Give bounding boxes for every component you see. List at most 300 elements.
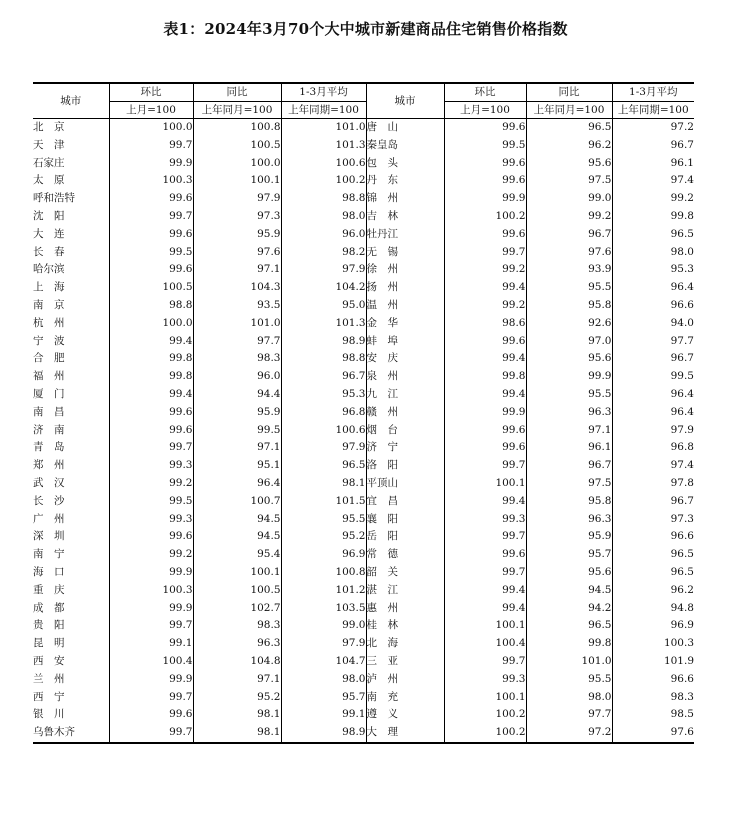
right-city-cell: 宜 昌 [366, 493, 444, 511]
right-city-cell: 徐 州 [366, 261, 444, 279]
left-avg-cell: 99.0 [281, 617, 366, 635]
right-mom-cell: 99.2 [444, 297, 526, 315]
right-city-cell: 平顶山 [366, 475, 444, 493]
left-yoy-cell: 98.1 [193, 706, 281, 724]
left-avg-cell: 98.2 [281, 244, 366, 262]
left-avg-cell: 101.5 [281, 493, 366, 511]
right-city-cell: 牡丹江 [366, 226, 444, 244]
table-row [33, 386, 694, 404]
right-city-cell: 唐 山 [366, 119, 444, 137]
left-city-cell: 呼和浩特 [33, 192, 75, 205]
left-yoy-cell: 102.7 [193, 600, 281, 618]
right-city-cell: 北 海 [366, 635, 444, 653]
right-yoy-cell: 94.2 [526, 600, 612, 618]
avg-header-right: 1-3月平均 [612, 83, 694, 102]
left-city-cell: 武 汉 [33, 476, 65, 489]
right-avg-cell: 97.3 [612, 511, 694, 529]
right-mom-cell: 99.4 [444, 350, 526, 368]
right-mom-cell: 99.4 [444, 493, 526, 511]
right-avg-cell: 99.2 [612, 190, 694, 208]
left-city-cell: 厦 门 [33, 387, 65, 400]
table-row [33, 368, 694, 386]
right-city-cell: 惠 州 [366, 600, 444, 618]
table-row [33, 404, 694, 422]
right-yoy-cell: 95.5 [526, 279, 612, 297]
right-mom-cell: 99.7 [444, 457, 526, 475]
left-avg-cell: 95.7 [281, 689, 366, 707]
left-yoy-cell: 96.0 [193, 368, 281, 386]
left-mom-cell: 99.7 [109, 724, 193, 743]
right-avg-cell: 96.5 [612, 226, 694, 244]
left-city-cell: 南 宁 [33, 548, 65, 561]
table-row [33, 582, 694, 600]
table-row [33, 439, 694, 457]
right-avg-cell: 97.6 [612, 724, 694, 743]
left-avg-cell: 100.6 [281, 422, 366, 440]
left-yoy-cell: 97.7 [193, 333, 281, 351]
left-mom-cell: 99.4 [109, 386, 193, 404]
left-city-cell: 青 岛 [33, 441, 65, 454]
mom-header-left: 环比 [109, 83, 193, 102]
left-yoy-cell: 94.4 [193, 386, 281, 404]
right-yoy-cell: 95.5 [526, 386, 612, 404]
right-yoy-cell: 99.2 [526, 208, 612, 226]
right-yoy-cell: 95.6 [526, 350, 612, 368]
left-city-cell: 哈尔滨 [33, 263, 65, 276]
right-yoy-cell: 95.5 [526, 671, 612, 689]
right-yoy-cell: 99.8 [526, 635, 612, 653]
left-city-cell: 重 庆 [33, 583, 65, 596]
right-mom-cell: 100.2 [444, 706, 526, 724]
left-yoy-cell: 94.5 [193, 528, 281, 546]
table-row [33, 261, 694, 279]
table-row [33, 600, 694, 618]
right-yoy-cell: 97.5 [526, 475, 612, 493]
right-mom-cell: 99.7 [444, 653, 526, 671]
left-mom-cell: 99.6 [109, 404, 193, 422]
right-city-cell: 泉 州 [366, 368, 444, 386]
right-mom-cell: 100.2 [444, 208, 526, 226]
table-row [33, 653, 694, 671]
right-yoy-cell: 96.7 [526, 457, 612, 475]
left-mom-cell: 99.7 [109, 617, 193, 635]
right-mom-cell: 99.8 [444, 368, 526, 386]
right-yoy-cell: 96.7 [526, 226, 612, 244]
left-avg-cell: 101.3 [281, 137, 366, 155]
right-avg-cell: 96.7 [612, 137, 694, 155]
right-city-cell: 岳 阳 [366, 528, 444, 546]
left-yoy-cell: 96.4 [193, 475, 281, 493]
left-avg-cell: 98.8 [281, 350, 366, 368]
table-row [33, 422, 694, 440]
left-mom-cell: 100.3 [109, 582, 193, 600]
left-yoy-cell: 100.7 [193, 493, 281, 511]
left-avg-cell: 98.9 [281, 333, 366, 351]
left-yoy-cell: 95.1 [193, 457, 281, 475]
left-avg-cell: 100.2 [281, 172, 366, 190]
table-row [33, 190, 694, 208]
right-yoy-cell: 97.0 [526, 333, 612, 351]
right-city-cell: 常 德 [366, 546, 444, 564]
right-mom-cell: 99.6 [444, 439, 526, 457]
right-mom-cell: 98.6 [444, 315, 526, 333]
right-city-cell: 济 宁 [366, 439, 444, 457]
left-city-cell: 郑 州 [33, 459, 65, 472]
right-city-cell: 安 庆 [366, 350, 444, 368]
right-avg-cell: 99.5 [612, 368, 694, 386]
right-mom-cell: 99.6 [444, 119, 526, 137]
right-avg-cell: 94.0 [612, 315, 694, 333]
right-avg-cell: 95.3 [612, 261, 694, 279]
left-city-cell: 石家庄 [33, 156, 65, 169]
left-yoy-cell: 93.5 [193, 297, 281, 315]
left-avg-cell: 101.0 [281, 119, 366, 137]
right-yoy-cell: 96.2 [526, 137, 612, 155]
right-avg-cell: 97.9 [612, 422, 694, 440]
right-mom-cell: 99.4 [444, 279, 526, 297]
left-mom-cell: 99.1 [109, 635, 193, 653]
left-city-cell: 深 圳 [33, 530, 65, 543]
right-mom-cell: 99.6 [444, 172, 526, 190]
table-row [33, 689, 694, 707]
mom-base-right: 上月=100 [444, 102, 526, 119]
right-mom-cell: 99.4 [444, 386, 526, 404]
right-city-cell: 锦 州 [366, 190, 444, 208]
right-city-cell: 秦皇岛 [366, 137, 444, 155]
left-yoy-cell: 95.2 [193, 689, 281, 707]
left-mom-cell: 98.8 [109, 297, 193, 315]
right-mom-cell: 99.6 [444, 333, 526, 351]
right-mom-cell: 99.9 [444, 404, 526, 422]
left-mom-cell: 99.6 [109, 528, 193, 546]
left-city-cell: 长 春 [33, 245, 65, 258]
left-mom-cell: 99.6 [109, 422, 193, 440]
right-mom-cell: 99.4 [444, 582, 526, 600]
right-mom-cell: 99.2 [444, 261, 526, 279]
right-mom-cell: 99.3 [444, 671, 526, 689]
right-yoy-cell: 99.9 [526, 368, 612, 386]
left-avg-cell: 95.5 [281, 511, 366, 529]
yoy-header-left: 同比 [193, 83, 281, 102]
right-mom-cell: 99.5 [444, 137, 526, 155]
left-yoy-cell: 100.1 [193, 172, 281, 190]
table-row [33, 528, 694, 546]
left-city-cell: 南 京 [33, 298, 65, 311]
right-yoy-cell: 96.1 [526, 439, 612, 457]
left-yoy-cell: 100.5 [193, 137, 281, 155]
right-city-cell: 蚌 埠 [366, 333, 444, 351]
right-yoy-cell: 97.6 [526, 244, 612, 262]
right-mom-cell: 99.3 [444, 511, 526, 529]
right-yoy-cell: 96.5 [526, 617, 612, 635]
left-mom-cell: 99.9 [109, 671, 193, 689]
left-avg-cell: 96.5 [281, 457, 366, 475]
left-mom-cell: 99.7 [109, 208, 193, 226]
left-city-cell: 沈 阳 [33, 209, 65, 222]
right-avg-cell: 96.1 [612, 155, 694, 173]
right-city-cell: 洛 阳 [366, 457, 444, 475]
left-city-cell: 上 海 [33, 281, 65, 294]
right-city-cell: 包 头 [366, 155, 444, 173]
right-avg-cell: 100.3 [612, 635, 694, 653]
left-mom-cell: 99.7 [109, 689, 193, 707]
left-avg-cell: 96.0 [281, 226, 366, 244]
left-avg-cell: 97.9 [281, 261, 366, 279]
right-yoy-cell: 94.5 [526, 582, 612, 600]
left-city-cell: 昆 明 [33, 637, 65, 650]
right-city-cell: 韶 关 [366, 564, 444, 582]
avg-base-right: 上年同期=100 [612, 102, 694, 119]
left-city-cell: 济 南 [33, 423, 65, 436]
right-avg-cell: 96.5 [612, 546, 694, 564]
left-yoy-cell: 104.3 [193, 279, 281, 297]
right-city-cell: 遵 义 [366, 706, 444, 724]
right-avg-cell: 96.6 [612, 528, 694, 546]
right-city-cell: 赣 州 [366, 404, 444, 422]
left-yoy-cell: 104.8 [193, 653, 281, 671]
yoy-base-left: 上年同月=100 [193, 102, 281, 119]
right-avg-cell: 96.7 [612, 493, 694, 511]
right-avg-cell: 96.4 [612, 279, 694, 297]
right-mom-cell: 100.1 [444, 689, 526, 707]
left-yoy-cell: 98.3 [193, 350, 281, 368]
right-city-cell: 温 州 [366, 297, 444, 315]
left-mom-cell: 100.4 [109, 653, 193, 671]
left-yoy-cell: 97.1 [193, 261, 281, 279]
left-city-cell: 乌鲁木齐 [33, 724, 109, 743]
left-mom-cell: 99.3 [109, 457, 193, 475]
left-mom-cell: 100.5 [109, 279, 193, 297]
left-mom-cell: 99.9 [109, 564, 193, 582]
right-avg-cell: 98.0 [612, 244, 694, 262]
right-city-cell: 泸 州 [366, 671, 444, 689]
right-avg-cell: 97.4 [612, 172, 694, 190]
left-yoy-cell: 95.9 [193, 404, 281, 422]
table-row [33, 137, 694, 155]
right-avg-cell: 98.3 [612, 689, 694, 707]
table-row [33, 333, 694, 351]
left-mom-cell: 100.3 [109, 172, 193, 190]
city-header-left: 城市 [33, 83, 109, 119]
right-avg-cell: 101.9 [612, 653, 694, 671]
right-city-cell: 烟 台 [366, 422, 444, 440]
table-row [33, 671, 694, 689]
left-avg-cell: 98.1 [281, 475, 366, 493]
left-city-cell: 广 州 [33, 512, 65, 525]
left-city-cell: 天 津 [33, 138, 65, 151]
right-city-cell: 三 亚 [366, 653, 444, 671]
right-yoy-cell: 95.6 [526, 564, 612, 582]
right-yoy-cell: 97.1 [526, 422, 612, 440]
mom-header-right: 环比 [444, 83, 526, 102]
left-mom-cell: 99.2 [109, 475, 193, 493]
right-mom-cell: 100.4 [444, 635, 526, 653]
left-mom-cell: 100.0 [109, 119, 193, 137]
left-mom-cell: 99.9 [109, 155, 193, 173]
right-avg-cell: 96.8 [612, 439, 694, 457]
right-avg-cell: 97.8 [612, 475, 694, 493]
yoy-base-right: 上年同月=100 [526, 102, 612, 119]
right-city-cell: 桂 林 [366, 617, 444, 635]
left-yoy-cell: 95.9 [193, 226, 281, 244]
left-city-cell: 福 州 [33, 370, 65, 383]
left-yoy-cell: 98.3 [193, 617, 281, 635]
left-city-cell: 长 沙 [33, 494, 65, 507]
left-yoy-cell: 97.1 [193, 439, 281, 457]
yoy-header-right: 同比 [526, 83, 612, 102]
right-city-cell: 无 锡 [366, 244, 444, 262]
left-mom-cell: 99.4 [109, 333, 193, 351]
left-avg-cell: 103.5 [281, 600, 366, 618]
right-city-cell: 九 江 [366, 386, 444, 404]
left-yoy-cell: 100.5 [193, 582, 281, 600]
table-row [33, 279, 694, 297]
left-mom-cell: 99.6 [109, 261, 193, 279]
right-avg-cell: 96.2 [612, 582, 694, 600]
right-city-cell: 大 理 [366, 724, 444, 743]
right-mom-cell: 99.6 [444, 422, 526, 440]
left-avg-cell: 101.3 [281, 315, 366, 333]
table-row [33, 564, 694, 582]
left-city-cell: 成 都 [33, 601, 65, 614]
table-row [33, 297, 694, 315]
table-row [33, 119, 694, 137]
right-mom-cell: 99.6 [444, 226, 526, 244]
right-mom-cell: 99.6 [444, 155, 526, 173]
table-row [33, 244, 694, 262]
table-row [33, 511, 694, 529]
table-row [33, 172, 694, 190]
left-avg-cell: 95.0 [281, 297, 366, 315]
left-yoy-cell: 96.3 [193, 635, 281, 653]
left-mom-cell: 100.0 [109, 315, 193, 333]
left-mom-cell: 99.8 [109, 368, 193, 386]
mom-base-left: 上月=100 [109, 102, 193, 119]
table-row [33, 635, 694, 653]
left-yoy-cell: 101.0 [193, 315, 281, 333]
table-row [33, 208, 694, 226]
right-mom-cell: 99.7 [444, 564, 526, 582]
left-city-cell: 大 连 [33, 227, 65, 240]
left-yoy-cell: 95.4 [193, 546, 281, 564]
left-avg-cell: 98.0 [281, 671, 366, 689]
left-city-cell: 宁 波 [33, 334, 65, 347]
left-mom-cell: 99.6 [109, 706, 193, 724]
right-yoy-cell: 96.3 [526, 404, 612, 422]
right-mom-cell: 100.2 [444, 724, 526, 743]
table-title: 表1：2024年3月70个大中城市新建商品住宅销售价格指数 [163, 20, 568, 38]
table-row [33, 617, 694, 635]
right-yoy-cell: 96.5 [526, 119, 612, 137]
left-city-cell: 贵 阳 [33, 619, 65, 632]
left-avg-cell: 96.7 [281, 368, 366, 386]
left-mom-cell: 99.8 [109, 350, 193, 368]
left-avg-cell: 96.9 [281, 546, 366, 564]
left-avg-cell: 98.0 [281, 208, 366, 226]
right-avg-cell: 97.7 [612, 333, 694, 351]
left-city-cell: 西 宁 [33, 690, 65, 703]
right-mom-cell: 99.9 [444, 190, 526, 208]
right-city-cell: 襄 阳 [366, 511, 444, 529]
left-yoy-cell: 97.3 [193, 208, 281, 226]
left-city-cell: 太 原 [33, 174, 65, 187]
table-row [33, 493, 694, 511]
left-avg-cell: 98.9 [281, 724, 366, 743]
right-mom-cell: 99.4 [444, 600, 526, 618]
left-yoy-cell: 97.6 [193, 244, 281, 262]
right-yoy-cell: 97.5 [526, 172, 612, 190]
price-index-table [33, 82, 694, 744]
right-avg-cell: 96.4 [612, 386, 694, 404]
left-city-cell: 兰 州 [33, 672, 65, 685]
table-row [33, 315, 694, 333]
right-yoy-cell: 95.6 [526, 155, 612, 173]
table-row [33, 546, 694, 564]
right-avg-cell: 96.9 [612, 617, 694, 635]
left-city-cell: 合 肥 [33, 352, 65, 365]
table-row [33, 724, 694, 743]
left-avg-cell: 95.2 [281, 528, 366, 546]
left-yoy-cell: 98.1 [193, 724, 281, 743]
right-avg-cell: 97.4 [612, 457, 694, 475]
city-header-right: 城市 [366, 83, 444, 119]
left-avg-cell: 104.2 [281, 279, 366, 297]
right-yoy-cell: 98.0 [526, 689, 612, 707]
left-avg-cell: 100.8 [281, 564, 366, 582]
left-avg-cell: 95.3 [281, 386, 366, 404]
right-city-cell: 金 华 [366, 315, 444, 333]
right-city-cell: 湛 江 [366, 582, 444, 600]
table-body [33, 119, 694, 743]
table-row [33, 475, 694, 493]
left-avg-cell: 100.6 [281, 155, 366, 173]
left-mom-cell: 99.9 [109, 600, 193, 618]
right-avg-cell: 96.6 [612, 671, 694, 689]
left-avg-cell: 101.2 [281, 582, 366, 600]
left-mom-cell: 99.2 [109, 546, 193, 564]
table-row [33, 226, 694, 244]
left-avg-cell: 97.9 [281, 635, 366, 653]
left-yoy-cell: 97.1 [193, 671, 281, 689]
left-avg-cell: 97.9 [281, 439, 366, 457]
left-city-cell: 银 川 [33, 708, 65, 721]
right-avg-cell: 96.6 [612, 297, 694, 315]
left-mom-cell: 99.5 [109, 244, 193, 262]
left-avg-cell: 99.1 [281, 706, 366, 724]
right-avg-cell: 96.4 [612, 404, 694, 422]
right-yoy-cell: 95.8 [526, 493, 612, 511]
right-avg-cell: 96.5 [612, 564, 694, 582]
left-city-cell: 杭 州 [33, 316, 65, 329]
right-yoy-cell: 97.7 [526, 706, 612, 724]
right-yoy-cell: 96.3 [526, 511, 612, 529]
left-city-cell: 西 安 [33, 654, 65, 667]
left-mom-cell: 99.6 [109, 226, 193, 244]
right-yoy-cell: 97.2 [526, 724, 612, 743]
right-yoy-cell: 92.6 [526, 315, 612, 333]
right-mom-cell: 99.7 [444, 528, 526, 546]
left-city-cell: 南 昌 [33, 405, 65, 418]
right-yoy-cell: 93.9 [526, 261, 612, 279]
right-avg-cell: 94.8 [612, 600, 694, 618]
avg-base-left: 上年同期=100 [281, 102, 366, 119]
right-yoy-cell: 99.0 [526, 190, 612, 208]
left-avg-cell: 96.8 [281, 404, 366, 422]
left-mom-cell: 99.7 [109, 439, 193, 457]
left-avg-cell: 104.7 [281, 653, 366, 671]
left-mom-cell: 99.5 [109, 493, 193, 511]
left-yoy-cell: 97.9 [193, 190, 281, 208]
